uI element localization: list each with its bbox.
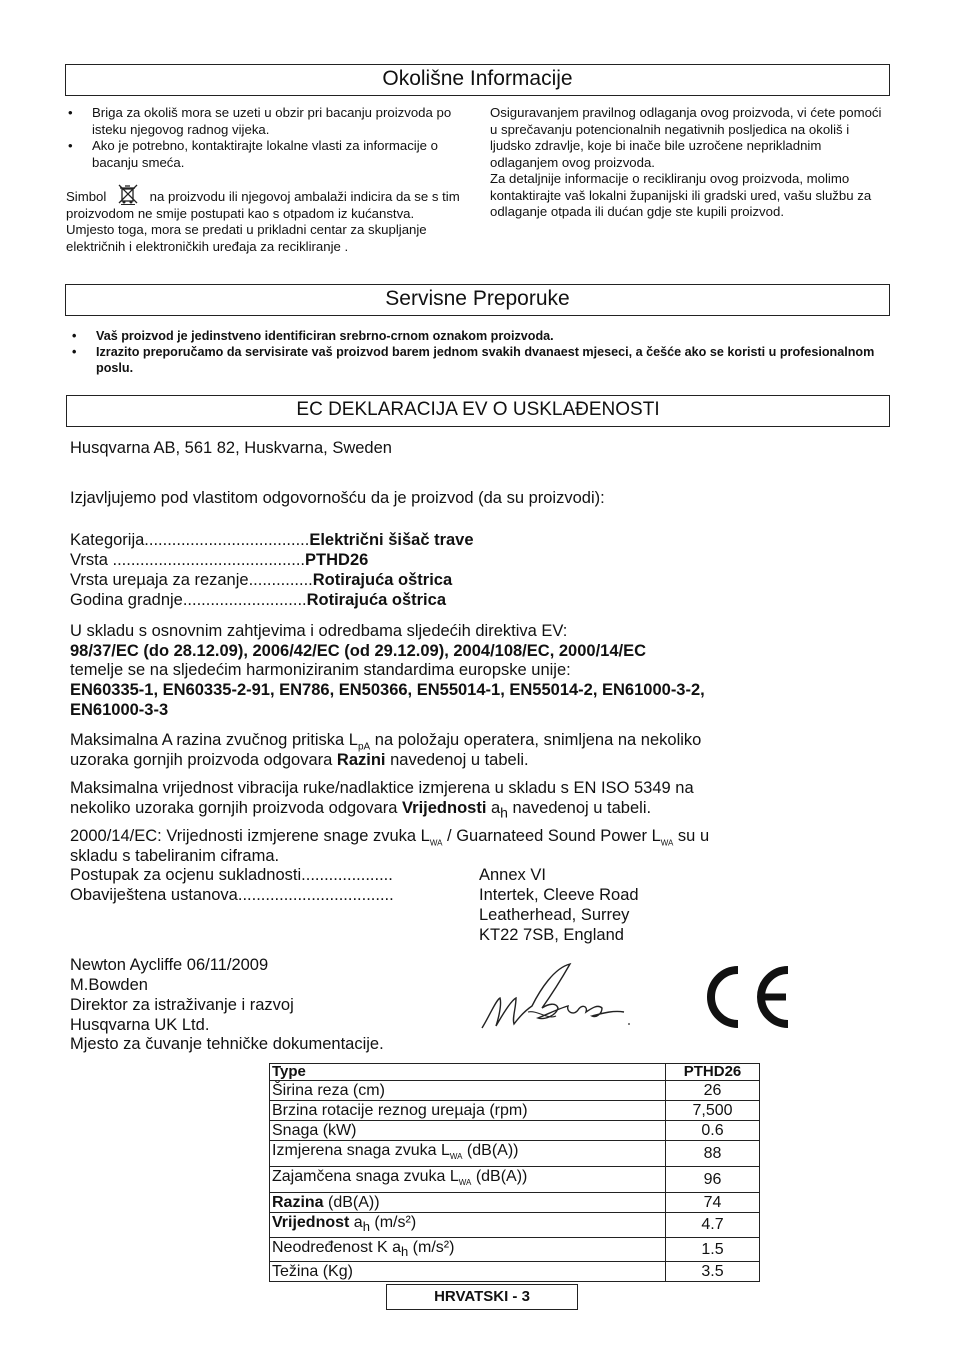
sign-line-3: Direktor za istraživanje i razvoj bbox=[70, 996, 294, 1014]
row-label-bold: Razina bbox=[272, 1194, 324, 1212]
table-row bbox=[270, 1237, 760, 1261]
row-value: 96 bbox=[666, 1167, 760, 1193]
vib-line-1: Maksimalna vrijednost vibracija ruke/nadlaktice izmjerena u skladu s EN ISO 5349 na bbox=[70, 779, 694, 797]
table-header-label: Type bbox=[270, 1064, 666, 1081]
wheelie-bin-icon bbox=[116, 183, 140, 205]
row-label-b: (dB(A)) bbox=[323, 1194, 380, 1212]
noise-text-d: navedenoj u tabeli. bbox=[385, 751, 529, 769]
row-value: 7,500 bbox=[666, 1101, 760, 1121]
row-label-c: (m/s²) bbox=[369, 1214, 417, 1232]
vib-line-2 bbox=[70, 798, 651, 822]
symbol-text: na proizvodu ili njegovoj ambalaži indicira da se s tim proizvodom ne smije postupati kao s otpadom iz kućanstva. Umjesto toga, mora se predati u prikladni centar za skupljanje električnih i elektroničkih uređaja za recikliranje . bbox=[66, 189, 460, 254]
env-right-p1: Osiguravanjem pravilnog odlaganja ovog proizvoda, vi ćete pomoći u sprečavanju potencionalnih negativnih posljedica na okoliš i ljudsko zdravlje, koje bi inače bile uzročene neprikladnim odlaganjem ovog proizvoda. bbox=[490, 105, 882, 170]
lwa-sub-2: WA bbox=[660, 838, 674, 848]
vrsta-label: Vrsta .......................................... bbox=[70, 551, 306, 569]
lwa-sub-1: WA bbox=[429, 838, 443, 848]
row-label bbox=[270, 1167, 666, 1193]
row-label: Brzina rotacije reznog urеµaja (rpm) bbox=[270, 1101, 666, 1121]
row-label-bold: Vrijednost bbox=[272, 1214, 350, 1232]
row-label-a: Zajamčena snaga zvuka L bbox=[272, 1168, 459, 1186]
service-bullet-1: • Vaš proizvod je jedinstveno identificiran srebrno-crnom oznakom proizvoda. bbox=[70, 328, 885, 344]
vib-bold: Vrijednosti bbox=[402, 799, 487, 817]
vrsta-uredaja-label: Vrsta urеµaja za rezanje.............. bbox=[70, 571, 313, 589]
env-left-column bbox=[66, 105, 461, 255]
row-sub: WA bbox=[449, 1152, 463, 1162]
kategorija-row bbox=[70, 530, 474, 550]
kategorija-value: Električni šišač trave bbox=[309, 531, 474, 549]
row-label bbox=[270, 1141, 666, 1167]
env-bullets bbox=[66, 105, 461, 171]
row-label-a: Neodređenost K a bbox=[272, 1238, 401, 1256]
kategorija-label: Kategorija.................................... bbox=[70, 531, 310, 549]
ustanova-line-3: KT22 7SB, England bbox=[479, 926, 624, 944]
table-header-row bbox=[270, 1064, 760, 1081]
row-label-a: Izmjerena snaga zvuka L bbox=[272, 1142, 450, 1159]
standards-intro: temelje se na sljedećim harmoniziranim standardima europske unije: bbox=[70, 661, 571, 679]
row-label: Širina reza (cm) bbox=[270, 1081, 666, 1101]
env-title-box bbox=[65, 64, 890, 96]
table-row bbox=[270, 1213, 760, 1237]
row-label-b: (dB(A)) bbox=[462, 1142, 519, 1159]
vrsta-uredaja-row bbox=[70, 570, 452, 590]
vrsta-value: PTHD26 bbox=[305, 551, 369, 569]
row-value: 0.6 bbox=[666, 1121, 760, 1141]
service-title-box bbox=[65, 284, 890, 316]
symbol-pre: Simbol bbox=[66, 189, 107, 204]
row-label: Težina (Kg) bbox=[270, 1261, 666, 1281]
standards-line-2: EN61000-3-3 bbox=[70, 701, 169, 719]
godina-value: Rotirajuća oštrica bbox=[306, 591, 446, 609]
directives: 98/37/EC (do 28.12.09), 2006/42/EC (od 29.12.09), 2004/108/EC, 2000/14/EC bbox=[70, 642, 647, 660]
table-row bbox=[270, 1101, 760, 1121]
sign-line-4: Husqvarna UK Ltd. bbox=[70, 1016, 210, 1034]
table-row bbox=[270, 1121, 760, 1141]
row-label: Snaga (kW) bbox=[270, 1121, 666, 1141]
row-label bbox=[270, 1193, 666, 1213]
env-bullet-1: • Briga za okoliš mora se uzeti u obzir pri bacanju proizvoda po isteku njegovog radnog vijeka. bbox=[66, 105, 461, 138]
vrsta-row bbox=[70, 550, 368, 570]
postupak-label: Postupak za ocjenu sukladnosti.................... bbox=[70, 866, 393, 884]
row-label bbox=[270, 1237, 666, 1261]
spec-table bbox=[269, 1063, 760, 1282]
ustanova-line-1: Intertek, Cleeve Road bbox=[479, 886, 639, 904]
service-bullet-2: • Izrazito preporučamo da servisirate vaš proizvod barem jednom svakih dvanaest mjeseci, a češće ako se koristi u profesionalnom poslu. bbox=[70, 344, 885, 376]
vib-text-b: a bbox=[486, 799, 501, 817]
directives-intro: U skladu s osnovnim zahtjevima i odredbama sljedećih direktiva EV: bbox=[70, 622, 568, 640]
table-row bbox=[270, 1081, 760, 1101]
table-row bbox=[270, 1261, 760, 1281]
env-bullet-2: • Ako je potrebno, kontaktirajte lokalne vlasti za informacije o bacanju smeća. bbox=[66, 138, 461, 171]
service-list bbox=[70, 328, 885, 377]
ec-intro: Izjavljujemo pod vlastitom odgovornošću da je proizvod (da su proizvodi): bbox=[70, 489, 605, 507]
godina-row bbox=[70, 590, 446, 610]
lwa-text-c: su u bbox=[673, 827, 710, 845]
noise-text-a: Maksimalna A razina zvučnog pritiska L bbox=[70, 731, 358, 749]
ustanova-line-2: Leatherhead, Surrey bbox=[479, 906, 630, 924]
vib-text-c: navedenoj u tabeli. bbox=[507, 799, 652, 817]
lwa-line-2: skladu s tabeliranim ciframa. bbox=[70, 847, 280, 865]
env-symbol-paragraph bbox=[66, 183, 461, 255]
ec-title-box bbox=[66, 395, 890, 427]
service-title: Servisne Preporuke bbox=[385, 287, 570, 310]
row-label bbox=[270, 1213, 666, 1237]
env-right-p2: Za detaljnije informacije o recikliranju ovog proizvoda, molimo kontaktirajte vaš lokalni županijski ili gradski ured, vašu službu za odlaganje otpada ili dućan gdje ste kupili proizvod. bbox=[490, 171, 872, 219]
vib-text-a: nekoliko uzoraka gornjih proizvoda odgovara bbox=[70, 799, 403, 817]
ustanova-label: Obaviještena ustanova.................................. bbox=[70, 886, 394, 904]
postupak-value: Annex VI bbox=[479, 866, 546, 884]
godina-label: Godina gradnje........................... bbox=[70, 591, 307, 609]
lwa-text-b: / Guarnateed Sound Power L bbox=[442, 827, 661, 845]
row-value: 26 bbox=[666, 1081, 760, 1101]
row-label-b: (m/s²) bbox=[408, 1238, 455, 1256]
noise-text-b: na položaju operatera, snimljena na nekoliko bbox=[370, 731, 702, 749]
vib-sub: h bbox=[500, 804, 508, 821]
ce-mark bbox=[698, 964, 792, 1030]
table-header-value: PTHD26 bbox=[666, 1064, 760, 1081]
row-value: 3.5 bbox=[666, 1261, 760, 1281]
sign-line-2: M.Bowden bbox=[70, 976, 148, 994]
row-label-b: (dB(A)) bbox=[471, 1168, 528, 1186]
vrsta-uredaja-value: Rotirajuća oštrica bbox=[312, 571, 453, 589]
sign-line-5: Mjesto za čuvanje tehničke dokumentacije. bbox=[70, 1035, 384, 1053]
sign-line-1: Newton Aycliffe 06/11/2009 bbox=[70, 956, 269, 974]
page-footer: HRVATSKI - 3 bbox=[386, 1284, 578, 1310]
row-label-b: a bbox=[349, 1214, 363, 1232]
noise-sub: pA bbox=[357, 741, 371, 753]
row-sub: h bbox=[400, 1243, 409, 1259]
standards-line-1: EN60335-1, EN60335-2-91, EN786, EN50366, EN55014-1, EN55014-2, EN61000-3-2, bbox=[70, 681, 705, 699]
lwa-text-a: 2000/14/EC: Vrijednosti izmjerene snage zvuka L bbox=[70, 827, 430, 845]
row-sub: WA bbox=[458, 1178, 472, 1188]
noise-text-c: uzoraka gornjih proizvoda odgovara bbox=[70, 751, 337, 769]
table-row bbox=[270, 1193, 760, 1213]
table-row bbox=[270, 1167, 760, 1193]
noise-line-2 bbox=[70, 750, 529, 770]
ec-title: EC DEKLARACIJA EV O USKLAĐENOSTI bbox=[296, 399, 660, 420]
env-title: Okolišne Informacije bbox=[382, 67, 573, 90]
row-value: 74 bbox=[666, 1193, 760, 1213]
table-row bbox=[270, 1141, 760, 1167]
ec-address: Husqvarna AB, 561 82, Huskvarna, Sweden bbox=[70, 439, 392, 457]
row-value: 4.7 bbox=[666, 1213, 760, 1237]
signature-image bbox=[478, 960, 638, 1035]
noise-bold: Razini bbox=[336, 751, 386, 769]
row-sub: h bbox=[362, 1219, 370, 1235]
row-value: 88 bbox=[666, 1141, 760, 1167]
row-value: 1.5 bbox=[666, 1237, 760, 1261]
env-right-column bbox=[490, 105, 888, 221]
